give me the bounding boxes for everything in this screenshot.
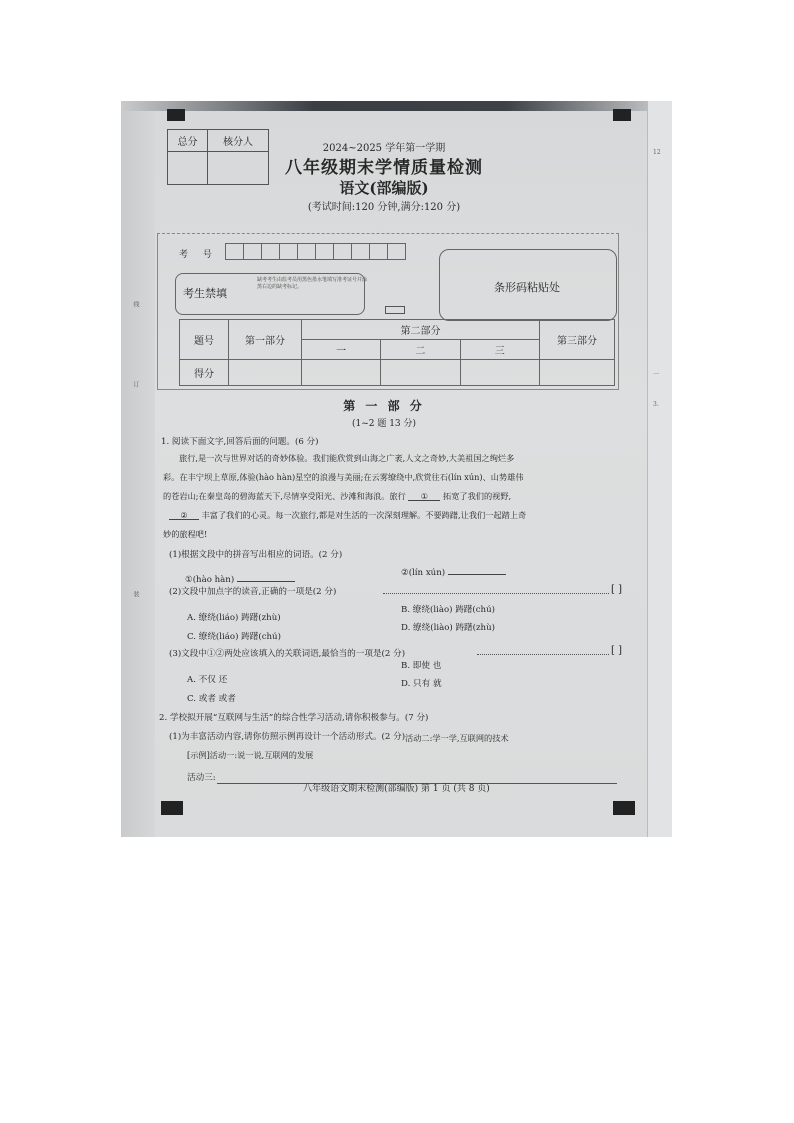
q2-example: [示例]活动一:说一说,互联网的发展 xyxy=(187,750,314,760)
q1-sub2-opt-c: C. 缭绕(liáo) 踌躇(chú) xyxy=(187,632,281,642)
grade-sub-1: 一 xyxy=(302,340,381,360)
q1-passage-line xyxy=(169,510,526,521)
score-total-label: 总分 xyxy=(168,130,208,152)
q1-sub1-a: ①(hào hàn) xyxy=(185,575,235,585)
exam-title: 八年级期末学情质量检测 xyxy=(285,158,483,178)
q1-passage-line: 妙的旅程吧! xyxy=(163,529,208,539)
grade-row1-label: 题号 xyxy=(180,320,229,360)
grade-cell xyxy=(540,360,615,386)
q1-passage-line: 旅行,是一次与世界对话的奇妙体验。我们能欣赏到山海之广袤,人文之奇妙,大美祖国之绚烂多 xyxy=(179,453,515,463)
exam-subject: 语文(部编版) xyxy=(339,179,429,197)
dotted-leader xyxy=(477,654,609,655)
answer-blank-b[interactable] xyxy=(448,565,506,575)
part1-subtitle: (1~2 题 13 分) xyxy=(351,419,417,429)
q1-sub2-opt-b: B. 缭绕(liào) 踌躇(chú) xyxy=(401,605,495,615)
q1-passage-line xyxy=(163,491,511,502)
answer-bracket[interactable]: [ ] xyxy=(611,584,622,595)
absent-mark-box xyxy=(385,306,405,314)
registration-mark xyxy=(161,801,183,815)
exam-time: (考试时间:120 分钟,满分:120 分) xyxy=(307,202,461,213)
grade-row2-label: 得分 xyxy=(180,360,229,386)
q2-activity2: 活动二:学一学,互联网的技术 xyxy=(405,733,509,743)
q1-sub2: (2)文段中加点字的读音,正确的一项是(2 分) xyxy=(169,587,337,597)
exam-number-label: 考 号 xyxy=(179,250,218,260)
q1-sub3-opt-d: D. 只有 就 xyxy=(401,679,442,689)
candidate-forbidden-label: 考生禁填 xyxy=(183,287,227,300)
registration-mark xyxy=(613,801,635,815)
barcode-label: 条形码粘贴处 xyxy=(494,281,560,294)
grade-cell xyxy=(381,360,460,386)
q1-passage-line: 彩。在丰宁坝上草原,体验(hào hàn)星空的浪漫与美丽;在云雾缭绕中,欣赏往石(lín xún)、山势雄伟 xyxy=(163,472,524,482)
q1-passage-line3: 的苍岩山;在秦皇岛的碧海蓝天下,尽情享受阳光、沙滩和海浪。旅行 xyxy=(163,491,406,501)
grade-part3: 第三部分 xyxy=(540,320,615,360)
answer-bracket[interactable]: [ ] xyxy=(611,645,622,656)
q1-sub1: (1)根据文段中的拼音写出相应的词语。(2 分) xyxy=(169,550,343,560)
q1-passage-line4: 丰富了我们的心灵。每一次旅行,都是对生活的一次深刻理解。不要踌躇,让我们一起踏上奇 xyxy=(201,510,527,520)
q2-activity3: 活动三: xyxy=(187,773,216,783)
next-page-edge xyxy=(647,101,672,837)
q1-stem: 1. 阅读下面文字,回答后面的问题。(6 分) xyxy=(161,437,319,447)
dotted-leader xyxy=(383,593,609,594)
grade-table xyxy=(179,319,615,386)
next-page-text: 12 xyxy=(653,149,661,156)
next-page-text: 3. xyxy=(653,401,659,408)
q1-sub3-opt-a: A. 不仅 还 xyxy=(187,675,228,685)
candidate-forbidden-note: 缺考考生由监考员用黑色墨水笔填写准考证号并涂黑右边的缺考标记。 xyxy=(257,277,368,290)
answer-blank-a[interactable] xyxy=(237,572,295,582)
q1-sub2-opt-d: D. 缭绕(liào) 踌躇(zhù) xyxy=(401,623,495,633)
photo-top-edge xyxy=(121,101,672,111)
binding-text: 线 xyxy=(132,301,139,307)
binding-text: 订 xyxy=(132,381,139,387)
exam-year: 2024~2025 学年第一学期 xyxy=(322,143,446,154)
grade-part1: 第一部分 xyxy=(229,320,302,360)
score-checker-label: 核分人 xyxy=(208,130,268,152)
exam-photo xyxy=(121,101,672,837)
q1-sub3: (3)文段中①②两处应该填入的关联词语,最恰当的一项是(2 分) xyxy=(169,649,406,659)
registration-mark xyxy=(613,109,631,121)
grade-cell xyxy=(302,360,381,386)
q1-sub1-a-wrap xyxy=(185,572,295,585)
exam-number-cells xyxy=(225,243,405,260)
part1-title: 第 一 部 分 xyxy=(343,399,425,413)
binding-text: 装 xyxy=(132,591,139,597)
q1-sub3-opt-b: B. 即使 也 xyxy=(401,661,442,671)
blank-1[interactable]: ① xyxy=(408,491,440,501)
q2-sub1: (1)为丰富活动内容,请你仿照示例再设计一个活动形式。(2 分) xyxy=(169,732,406,742)
grade-cell xyxy=(460,360,539,386)
grade-cell xyxy=(229,360,302,386)
next-page-text: 一 xyxy=(653,371,660,378)
q1-sub1-b-wrap xyxy=(401,565,506,578)
grade-sub-3: 三 xyxy=(460,340,539,360)
grade-sub-2: 二 xyxy=(381,340,460,360)
q1-passage-line3-tail: 拓宽了我们的视野, xyxy=(443,491,512,501)
registration-mark xyxy=(167,109,185,121)
page-footer: 八年级语文期末检测(部编版) 第 1 页 (共 8 页) xyxy=(303,784,490,794)
blank-2[interactable]: ② xyxy=(169,510,199,520)
grade-part2: 第二部分 xyxy=(302,320,540,340)
q1-sub3-opt-c: C. 或者 或者 xyxy=(187,694,236,704)
q1-sub1-b: ②(lín xún) xyxy=(401,568,446,578)
q1-sub2-opt-a: A. 缭绕(liáo) 踌躇(zhù) xyxy=(187,613,281,623)
q2-stem: 2. 学校拟开展“互联网与生活”的综合性学习活动,请你积极参与。(7 分) xyxy=(159,713,429,723)
